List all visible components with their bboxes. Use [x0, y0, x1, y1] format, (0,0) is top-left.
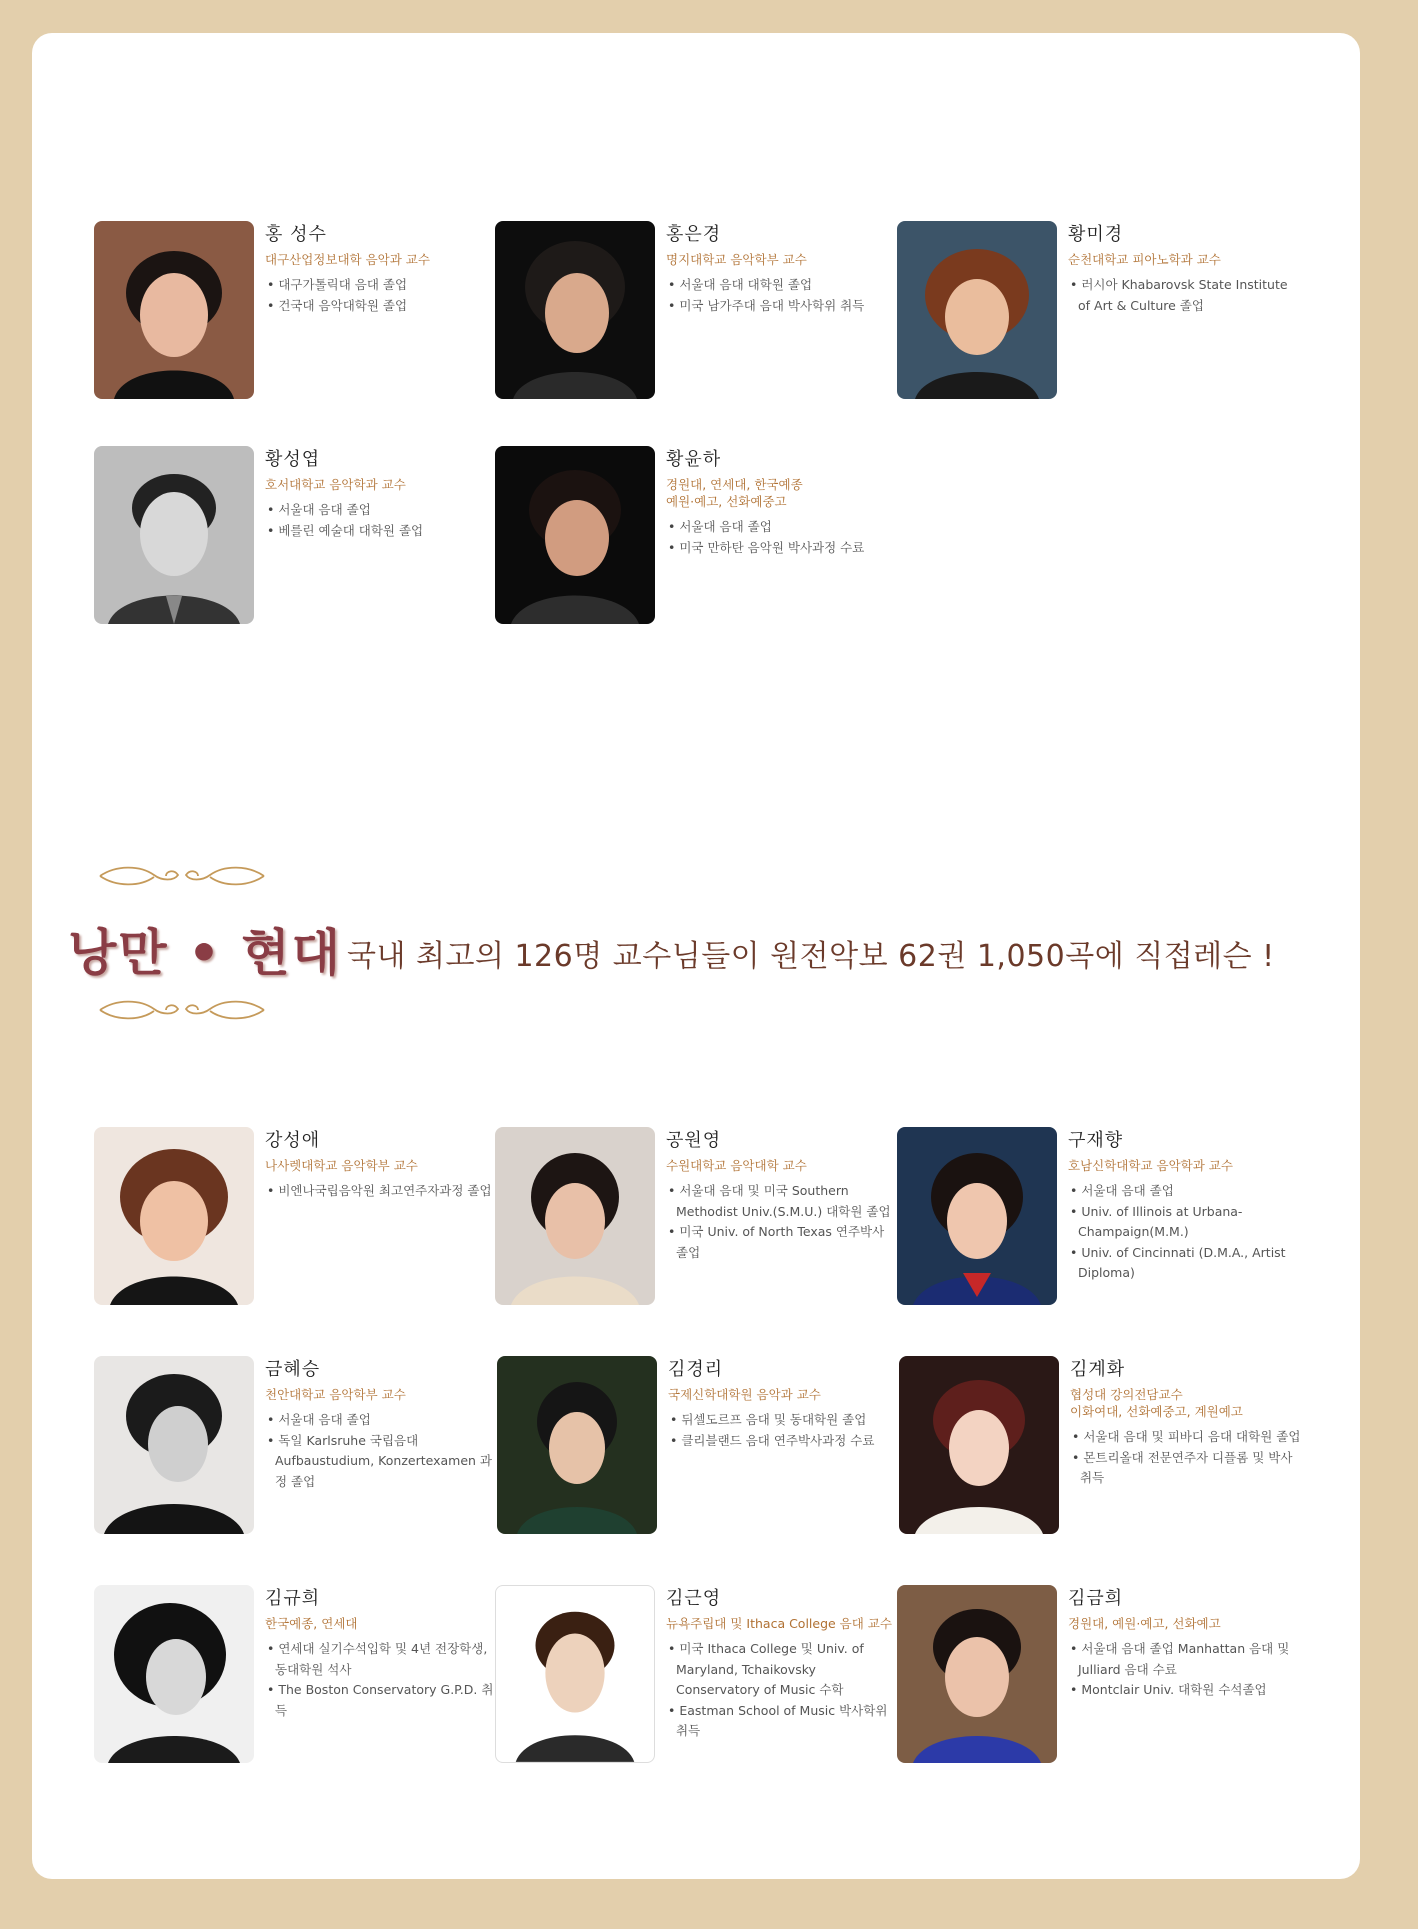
profile-card	[897, 1585, 1297, 1765]
person-name: 황미경	[1068, 224, 1124, 245]
person-credential: • 서울대 음대 및 피바디 음대 대학원 졸업	[1070, 1427, 1302, 1448]
person-name: 김경리	[668, 1359, 724, 1380]
person-position: 협성대 강의전담교수	[1070, 1387, 1183, 1402]
profile-photo	[94, 1356, 254, 1534]
person-name: 홍은경	[666, 224, 722, 245]
profile-photo	[497, 1356, 657, 1534]
profile-card	[495, 1585, 895, 1765]
person-credential: • 미국 Ithaca College 및 Univ. of Maryland, Tchaikovsky Conservatory of Music 수학	[666, 1639, 898, 1701]
person-name: 김근영	[666, 1588, 722, 1609]
person-position: 천안대학교 음악학부 교수	[265, 1387, 406, 1402]
profile-photo	[899, 1356, 1059, 1534]
person-credential: • 서울대 음대 졸업	[666, 517, 898, 538]
person-position: 호남신학대학교 음악학과 교수	[1068, 1158, 1233, 1173]
person-name: 김계화	[1070, 1359, 1126, 1380]
person-credential: • 연세대 실기수석입학 및 4년 전장학생, 동대학원 석사	[265, 1639, 497, 1680]
profile-photo	[94, 221, 254, 399]
profile-photo	[495, 446, 655, 624]
person-credential: • 클리블랜드 음대 연주박사과정 수료	[668, 1431, 900, 1452]
profile-card	[94, 1127, 494, 1307]
profile-card	[897, 1127, 1297, 1307]
person-position: 호서대학교 음악학과 교수	[265, 477, 406, 492]
person-credential: • 뒤셀도르프 음대 및 동대학원 졸업	[668, 1410, 900, 1431]
ornament-top-icon	[96, 863, 268, 889]
page-panel	[32, 33, 1360, 1879]
section-title: 낭만 • 현대	[68, 923, 342, 982]
profile-photo	[94, 1127, 254, 1305]
person-position: 나사렛대학교 음악학부 교수	[265, 1158, 418, 1173]
profile-photo	[94, 1585, 254, 1763]
person-position: 한국예종, 연세대	[265, 1616, 358, 1631]
person-name: 홍 성수	[265, 224, 327, 245]
profile-photo	[897, 221, 1057, 399]
person-position: 이화여대, 선화예중고, 계원예고	[1070, 1404, 1243, 1419]
person-position: 경원대, 예원·예고, 선화예고	[1068, 1616, 1221, 1631]
person-name: 금혜승	[265, 1359, 321, 1380]
person-credential: • 독일 Karlsruhe 국립음대 Aufbaustudium, Konzertexamen 과정 졸업	[265, 1431, 497, 1493]
person-credential: • 베를린 예술대 대학원 졸업	[265, 521, 497, 542]
profile-card	[94, 1356, 494, 1536]
person-name: 구재향	[1068, 1130, 1124, 1151]
profile-card	[495, 446, 895, 626]
person-credential: • Montclair Univ. 대학원 수석졸업	[1068, 1680, 1300, 1701]
person-credential: • 대구가톨릭대 음대 졸업	[265, 275, 497, 296]
person-credential: • 몬트리올대 전문연주자 디플롬 및 박사 취득	[1070, 1448, 1302, 1489]
person-name: 김금희	[1068, 1588, 1124, 1609]
person-credential: • 서울대 음대 졸업	[265, 1410, 497, 1431]
person-credential: • 서울대 음대 대학원 졸업	[666, 275, 898, 296]
profile-photo	[495, 1127, 655, 1305]
person-position: 순천대학교 피아노학과 교수	[1068, 252, 1221, 267]
section-tagline: 국내 최고의 126명 교수님들이 원전악보 62권 1,050곡에 직접레슨 !	[347, 939, 1275, 974]
person-credential: • 러시아 Khabarovsk State Institute of Art & Culture 졸업	[1068, 275, 1300, 316]
person-position: 경원대, 연세대, 한국예종	[666, 477, 803, 492]
profile-card	[495, 1127, 895, 1307]
profile-card	[94, 221, 494, 401]
person-credential: • 미국 Univ. of North Texas 연주박사 졸업	[666, 1222, 898, 1263]
profile-photo	[897, 1585, 1057, 1763]
person-credential: • 서울대 음대 및 미국 Southern Methodist Univ.(S.M.U.) 대학원 졸업	[666, 1181, 898, 1222]
ornament-bottom-icon	[96, 997, 268, 1023]
person-credential: • 서울대 음대 졸업 Manhattan 음대 및 Julliard 음대 수료	[1068, 1639, 1300, 1680]
profile-card	[897, 221, 1297, 401]
person-position: 대구산업정보대학 음악과 교수	[265, 252, 430, 267]
profile-photo	[495, 1585, 655, 1763]
person-credential: • 서울대 음대 졸업	[1068, 1181, 1300, 1202]
person-position: 국제신학대학원 음악과 교수	[668, 1387, 821, 1402]
person-credential: • 비엔나국립음악원 최고연주자과정 졸업	[265, 1181, 497, 1202]
profile-card	[94, 1585, 494, 1765]
person-credential: • The Boston Conservatory G.P.D. 취득	[265, 1680, 497, 1721]
profile-photo	[897, 1127, 1057, 1305]
person-position: 명지대학교 음악학부 교수	[666, 252, 807, 267]
profile-card	[899, 1356, 1299, 1536]
person-name: 김규희	[265, 1588, 321, 1609]
profile-card	[94, 446, 494, 626]
person-credential: • 미국 남가주대 음대 박사학위 취득	[666, 296, 898, 317]
person-credential: • 서울대 음대 졸업	[265, 500, 497, 521]
person-credential: • 건국대 음악대학원 졸업	[265, 296, 497, 317]
person-position: 수원대학교 음악대학 교수	[666, 1158, 807, 1173]
profile-photo	[495, 221, 655, 399]
person-position: 뉴욕주립대 및 Ithaca College 음대 교수	[666, 1616, 892, 1631]
profile-card	[495, 221, 895, 401]
person-credential: • 미국 만하탄 음악원 박사과정 수료	[666, 538, 898, 559]
profile-photo	[94, 446, 254, 624]
person-name: 황윤하	[666, 449, 722, 470]
person-credential: • Univ. of Illinois at Urbana-Champaign(M.M.)	[1068, 1202, 1300, 1243]
profile-card	[497, 1356, 897, 1536]
person-position: 예원·예고, 선화예중고	[666, 494, 787, 509]
person-credential: • Eastman School of Music 박사학위 취득	[666, 1701, 898, 1742]
person-credential: • Univ. of Cincinnati (D.M.A., Artist Diploma)	[1068, 1243, 1300, 1284]
person-name: 황성엽	[265, 449, 321, 470]
person-name: 공원영	[666, 1130, 722, 1151]
person-name: 강성애	[265, 1130, 321, 1151]
